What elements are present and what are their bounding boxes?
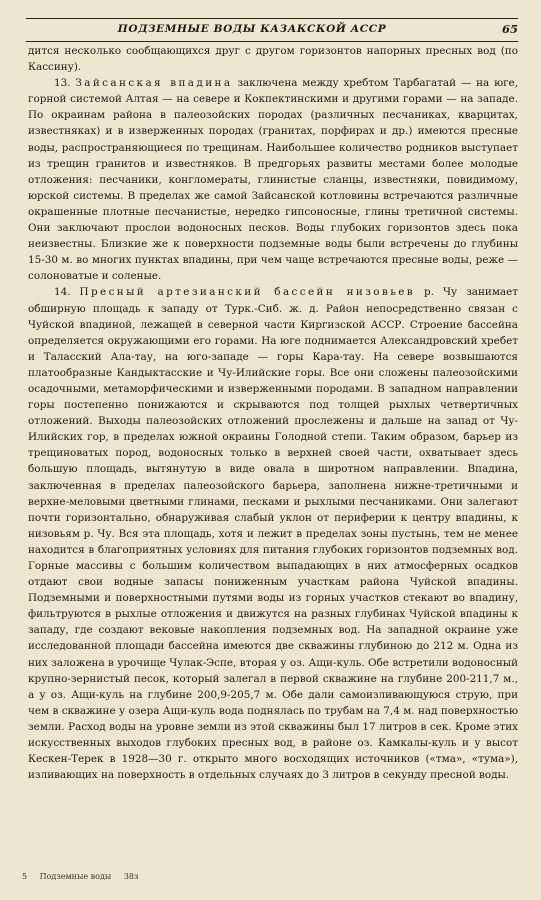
section-number: 13. bbox=[54, 77, 71, 90]
footer-code: 38з bbox=[123, 872, 139, 881]
paragraph-continuation bbox=[28, 43, 518, 75]
paragraph-13 bbox=[28, 75, 518, 284]
header-title: ПОДЗЕМНЫЕ ВОДЫ КАЗАКСКОЙ АССР bbox=[117, 23, 387, 35]
section-number: 14. bbox=[54, 286, 71, 299]
body-text bbox=[28, 43, 518, 783]
footer-title: Подземные воды bbox=[39, 872, 112, 881]
page-number: 65 bbox=[501, 22, 518, 36]
paragraph-text: р. Чу занимает обширную площадь к западу от Турк.-Сиб. ж. д. Район непосредственно связан с Чуйской впадиной, лежащей в северной части Киргизской АССР. Строение бассейна определяется окружающими его горами. На юге поднимается Александровский хребет и Таласский Ала-тау, на юго-западе — горы Кара-тау. На севере возвышаются платообразные Кандыктасские и Чу-Илийские горы. Все они сложены палеозойскими осадочными, метаморфическими и изверженными породами. В западном направлении горы постепенно понижаются и скрываются под толщей рыхлых четвертичных отложений. Выходы палеозойских отложений прослежены и дальше на запад от Чу-Илийских гор, в пределах южной окраины Голодной степи. Таким образом, барьер из трещиноватых пород, водоносных только в верхней своей части, охватывает здесь большую площадь, вытянутую в виде овала в широтном направлении. Впадина, заключенная в пределах палеозойского барьера, заполнена нижне-третичными и верхне-меловыми цветными глинами, песками и рыхлыми песчаниками. Они залегают почти горизонтально, обнаруживая слабый уклон от периферии к центру впадины, к низовьям р. Чу. Вся эта площадь, хотя и лежит в пределах зоны пустынь, тем не менее находится в благоприятных условиях для питания глубоких горизонтов подземных вод. Горные массивы с большим количеством выпадающих в них атмосферных осадков отдают свои водные запасы пониженным участкам района Чуйской впадины. Подземными и поверхностными путями воды из горных участков стекают во впадину, фильтруются в рыхлые отложения и движутся на разных глубинах Чуйской впадины к западу, где создают вековые накопления подземных вод. На западной окраине уже исследованной площади бассейна имеются две скважины глубиною до 212 м. Одна из них заложена в урочище Чулак-Эспе, вторая у оз. Ащи-куль. Обе встретили водоносный крупно-зернистый песок, который залегал в первой скважине на глубине 200-211,7 м., а у оз. Ащи-куль на глубине 200,9-205,7 м. Обе дали самоизливающуюся струю, при чем в скважине у озера Ащи-куль вода поднялась по трубам на 7,4 м. над поверхностью земли. Расход воды на уровне земли из этой скважины был 17 литров в сек. Кроме этих искусственных выходов глубоких пресных вод, в районе оз. Камкалы-куль и у высот Кескен-Терек в 1928—30 г. открыто много восходящих источников («тма», «тума»), изливающих на поверхность в отдельных случаях до 3 литров в секунду пресной воды. bbox=[28, 286, 518, 782]
signature-mark: 5 bbox=[22, 872, 28, 881]
paragraph-text: заключена между хребтом Тарбагатай — на юге, горной системой Алтая — на севере и Кокпектинскими и другими горами — на западе. По окраинам района в палеозойских породах (различных песчаниках, кварцитах, известняках) и в изверженных породах (гранитах, порфирах и др.) имеются пресные воды, распространяющиеся по трещинам. Наибольшее количество родников выступает из трещин гранитов и известняков. В предгорьях развиты местами более молодые отложения: песчаники, конгломераты, глинистые сланцы, известняки, повидимому, юрской системы. В пределах же самой Зайсанской котловины встречаются различные окрашенные плотные песчанистые, нередко гипсоносные, глины третичной системы. Они заключают прослои водоносных песков. Воды глубоких горизонтов здесь пока неизвестны. Близкие же к поверхности подземные воды были встречены до глубины 15-30 м. во многих пунктах впадины, при чем чаще встречаются пресные воды, реже — солоноватые и соленые. bbox=[28, 77, 519, 283]
paragraph-14 bbox=[28, 284, 518, 783]
running-header bbox=[26, 18, 518, 42]
section-heading-spaced: Пресный артезианский бассейн низовьев bbox=[79, 286, 416, 299]
paragraph-text: дится несколько сообщающихся друг с другом горизонтов напорных пресных вод (по Кассину). bbox=[28, 45, 518, 74]
section-heading-spaced: Зайсанская впадина bbox=[75, 77, 233, 90]
page-footer bbox=[22, 872, 148, 881]
